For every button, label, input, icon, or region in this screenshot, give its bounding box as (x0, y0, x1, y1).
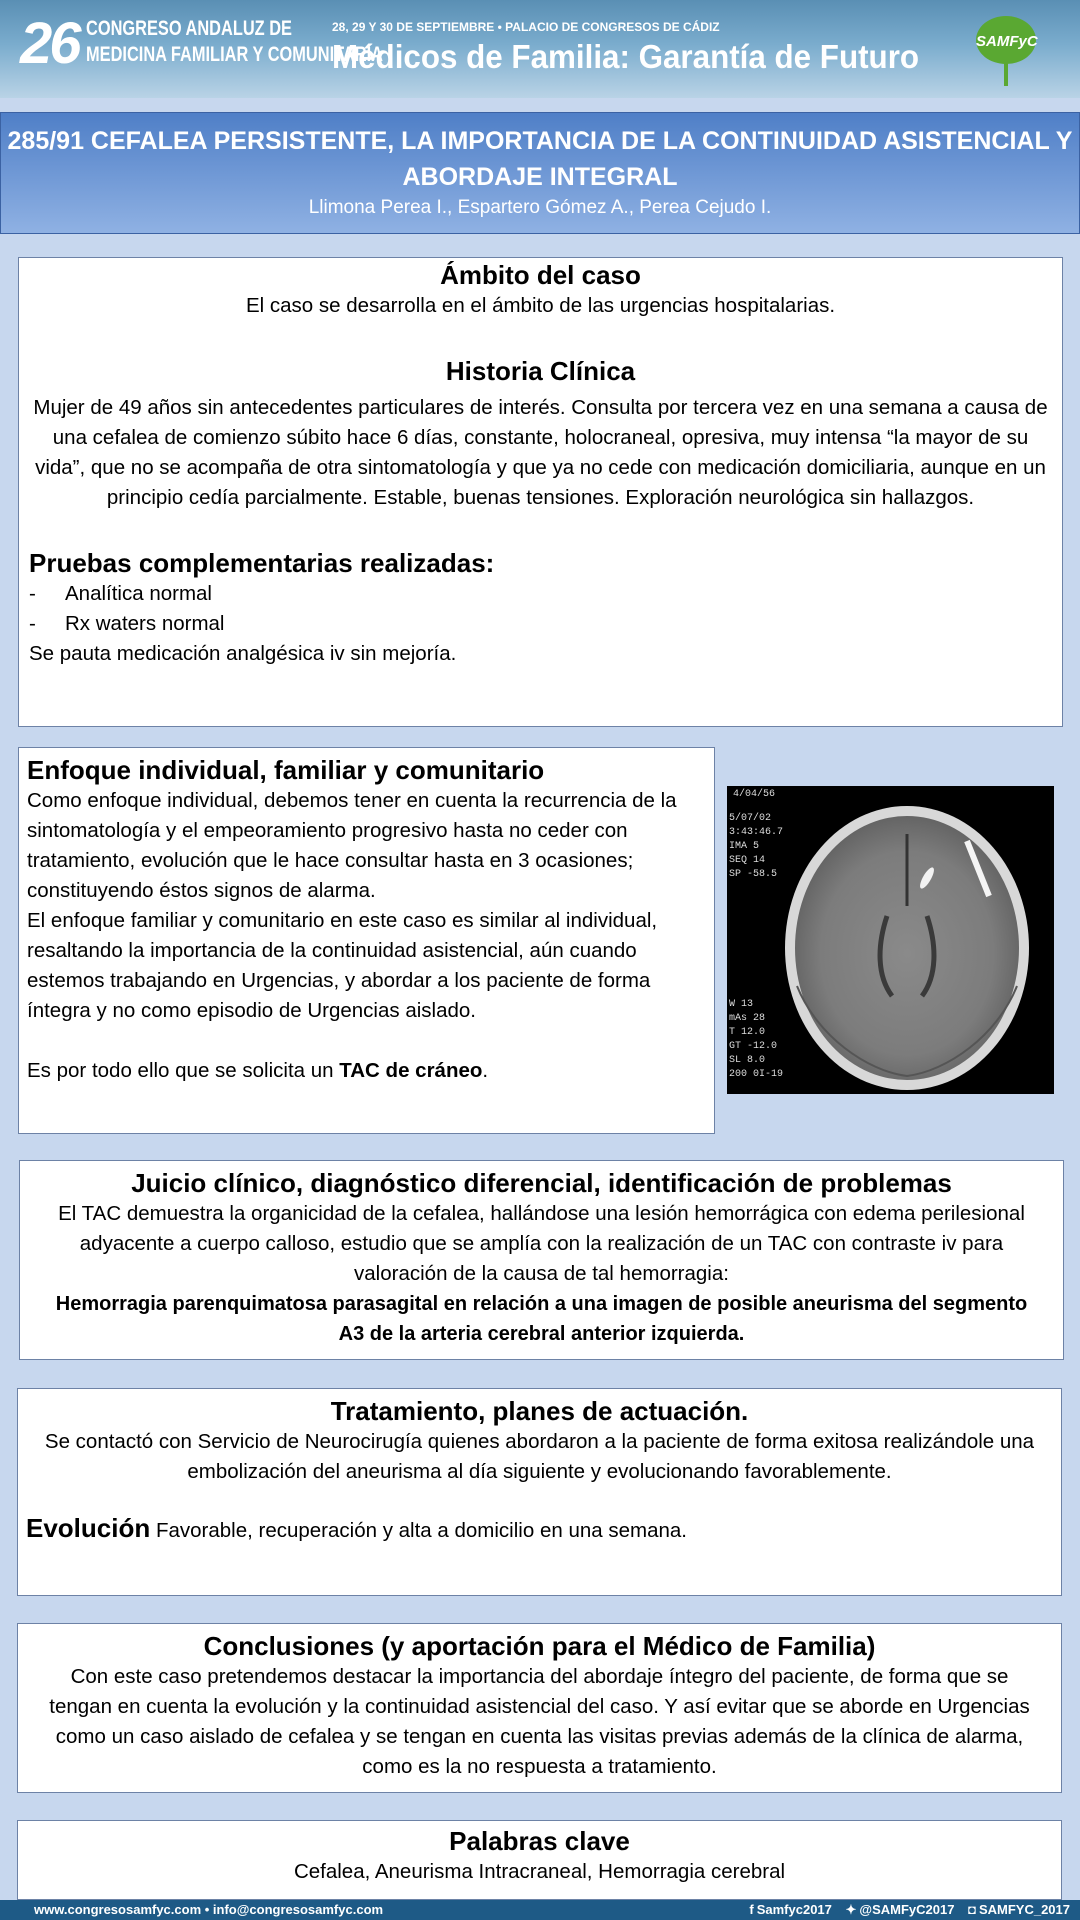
pruebas-heading: Pruebas complementarias realizadas: (29, 548, 495, 578)
poster-authors: Llimona Perea I., Espartero Gómez A., Perea Cejudo I. (308, 197, 772, 218)
ambito-heading: Ámbito del caso (440, 260, 641, 290)
ct-overlay-line: 3:43:46.7 (729, 827, 784, 838)
ct-overlay-line: T 12.0 (729, 1027, 766, 1038)
congress-dates: 28, 29 Y 30 DE SEPTIEMBRE • PALACIO DE CONGRESOS DE CÁDIZ (332, 20, 720, 34)
historia-heading: Historia Clínica (445, 356, 636, 386)
palabras-heading: Palabras clave (449, 1826, 630, 1856)
instagram-handle[interactable]: SAMFYC_2017 (978, 1902, 1070, 1917)
poster-title: 285/91 CEFALEA PERSISTENTE, LA IMPORTANCIA DE LA CONTINUIDAD ASISTENCIAL Y ABORDAJE INTEGRAL (7, 127, 1073, 191)
tratamiento-box (17, 1388, 1062, 1596)
pruebas-list (29, 579, 1052, 639)
juicio-diagnosis: Hemorragia parenquimatosa parasagital en relación a una imagen de posible aneurisma del segmento A3 de la arteria cerebral anterior izquierda. (55, 1293, 1028, 1345)
footer-bar (0, 1900, 1080, 1920)
conclusiones-text: Con este caso pretendemos destacar la importancia del abordaje íntegro del paciente, de forma que se tengan en cuenta la evolución y la continuidad asistencial del caso. Y así evitar que se aborde en Urgencias como un caso aislado de cefalea y se tengan en cuenta las visitas previas además de la clínica de alarma, como es la no respuesta a tratamiento. (49, 1665, 1030, 1778)
list-item: - Rx waters normal (29, 612, 225, 635)
ct-overlay-line: IMA 5 (729, 841, 760, 852)
ct-scan-image (727, 786, 1054, 1094)
evolucion-line: Evolución Favorable, recuperación y alta a domicilio en una semana. (26, 1513, 687, 1543)
twitter-handle[interactable]: @SAMFyC2017 (859, 1902, 955, 1917)
ct-overlay-line: SL 8.0 (729, 1055, 766, 1066)
samfyc-logo-icon (968, 10, 1040, 90)
instagram-icon: ◘ (968, 1902, 976, 1917)
twitter-icon: ✦ (845, 1902, 857, 1917)
historia-text: Mujer de 49 años sin antecedentes particulares de interés. Consulta por tercera vez en una semana a causa de una cefalea de comienzo súbito hace 6 días, constante, holocraneal, opresiva, muy intensa “la mayor de su vida”, que no se acompaña de otra sintomatología y que ya no cede con medicación domiciliaria, aunque en un principio cedía parcialmente. Estable, buenas tensiones. Exploración neurológica sin hallazgos. (33, 396, 1048, 509)
enfoque-paragraph: El enfoque familiar y comunitario en este caso es similar al individual, resaltando la importancia de la continuidad asistencial, aún cuando estemos trabajando en Urgencias, y abordar a los paciente de forma íntegra y no como episodio de Urgencias aislado. (27, 909, 658, 1022)
footer-contact[interactable]: www.congresosamfyc.com • info@congresosamfyc.com (34, 1902, 384, 1917)
tratamiento-heading: Tratamiento, planes de actuación. (330, 1396, 749, 1426)
poster-title-box (0, 112, 1080, 234)
ct-overlay-line: W 13 (729, 999, 754, 1010)
ct-overlay-line: 200 0I-19 (729, 1069, 784, 1080)
ct-overlay-line: GT -12.0 (729, 1041, 778, 1052)
tratamiento-text: Se contactó con Servicio de Neurocirugía quienes abordaron a la paciente de forma exitosa realizándole una embolización del aneurisma al día siguiente y evolucionando favorablemente. (44, 1430, 1035, 1483)
enfoque-box (18, 747, 715, 1134)
ct-overlay-text (729, 998, 783, 1082)
pruebas-note: Se pauta medicación analgésica iv sin mejoría. (29, 642, 457, 665)
ct-overlay-line: mAs 28 (729, 1013, 766, 1024)
footer-social (739, 1900, 1070, 1920)
congress-motto: Médicos de Familia: Garantía de Futuro (332, 38, 920, 75)
enfoque-conclusion: Es por todo ello que se solicita un TAC de cráneo. (27, 1059, 489, 1082)
conclusiones-heading: Conclusiones (y aportación para el Médico de Familia) (203, 1631, 876, 1661)
juicio-heading: Juicio clínico, diagnóstico diferencial, identificación de problemas (131, 1168, 952, 1198)
palabras-box (17, 1820, 1062, 1900)
palabras-text: Cefalea, Aneurisma Intracraneal, Hemorragia cerebral (293, 1860, 786, 1883)
ambito-text: El caso se desarrolla en el ámbito de las urgencias hospitalarias. (245, 294, 836, 317)
juicio-text: El TAC demuestra la organicidad de la cefalea, hallándose una lesión hemorrágica con edema perilesional adyacente a cuerpo calloso, estudio que se amplía con la realización de un TAC con contraste iv para valoración de la causa de tal hemorragia: (58, 1202, 1025, 1285)
ct-overlay-text (729, 812, 783, 882)
congress-banner (0, 0, 1080, 98)
conclusiones-box (17, 1623, 1062, 1793)
ct-overlay-line: SEQ 14 (729, 855, 766, 866)
case-section-box (18, 257, 1063, 727)
ct-overlay-line: 5/07/02 (729, 813, 772, 824)
logo-text: SAMFyC (976, 33, 1038, 50)
enfoque-heading: Enfoque individual, familiar y comunitario (27, 755, 545, 785)
list-item: - Analítica normal (29, 582, 212, 605)
ct-header-text: 4/04/56 (733, 789, 776, 800)
enfoque-paragraph: Como enfoque individual, debemos tener en cuenta la recurrencia de la sintomatología y el empeoramiento progresivo hasta no ceder con tratamiento, evolución que le hace consultar hasta en 3 ocasiones; constituyendo éstos signos de alarma. (27, 789, 677, 902)
facebook-handle[interactable]: Samfyc2017 (756, 1902, 832, 1917)
congress-name: CONGRESO ANDALUZ DE MEDICINA FAMILIAR Y COMUNITARIA (86, 17, 383, 66)
juicio-box (19, 1160, 1064, 1360)
edition-number: 26 (20, 11, 79, 76)
ct-overlay-line: SP -58.5 (729, 869, 778, 880)
facebook-icon: f (749, 1902, 754, 1917)
